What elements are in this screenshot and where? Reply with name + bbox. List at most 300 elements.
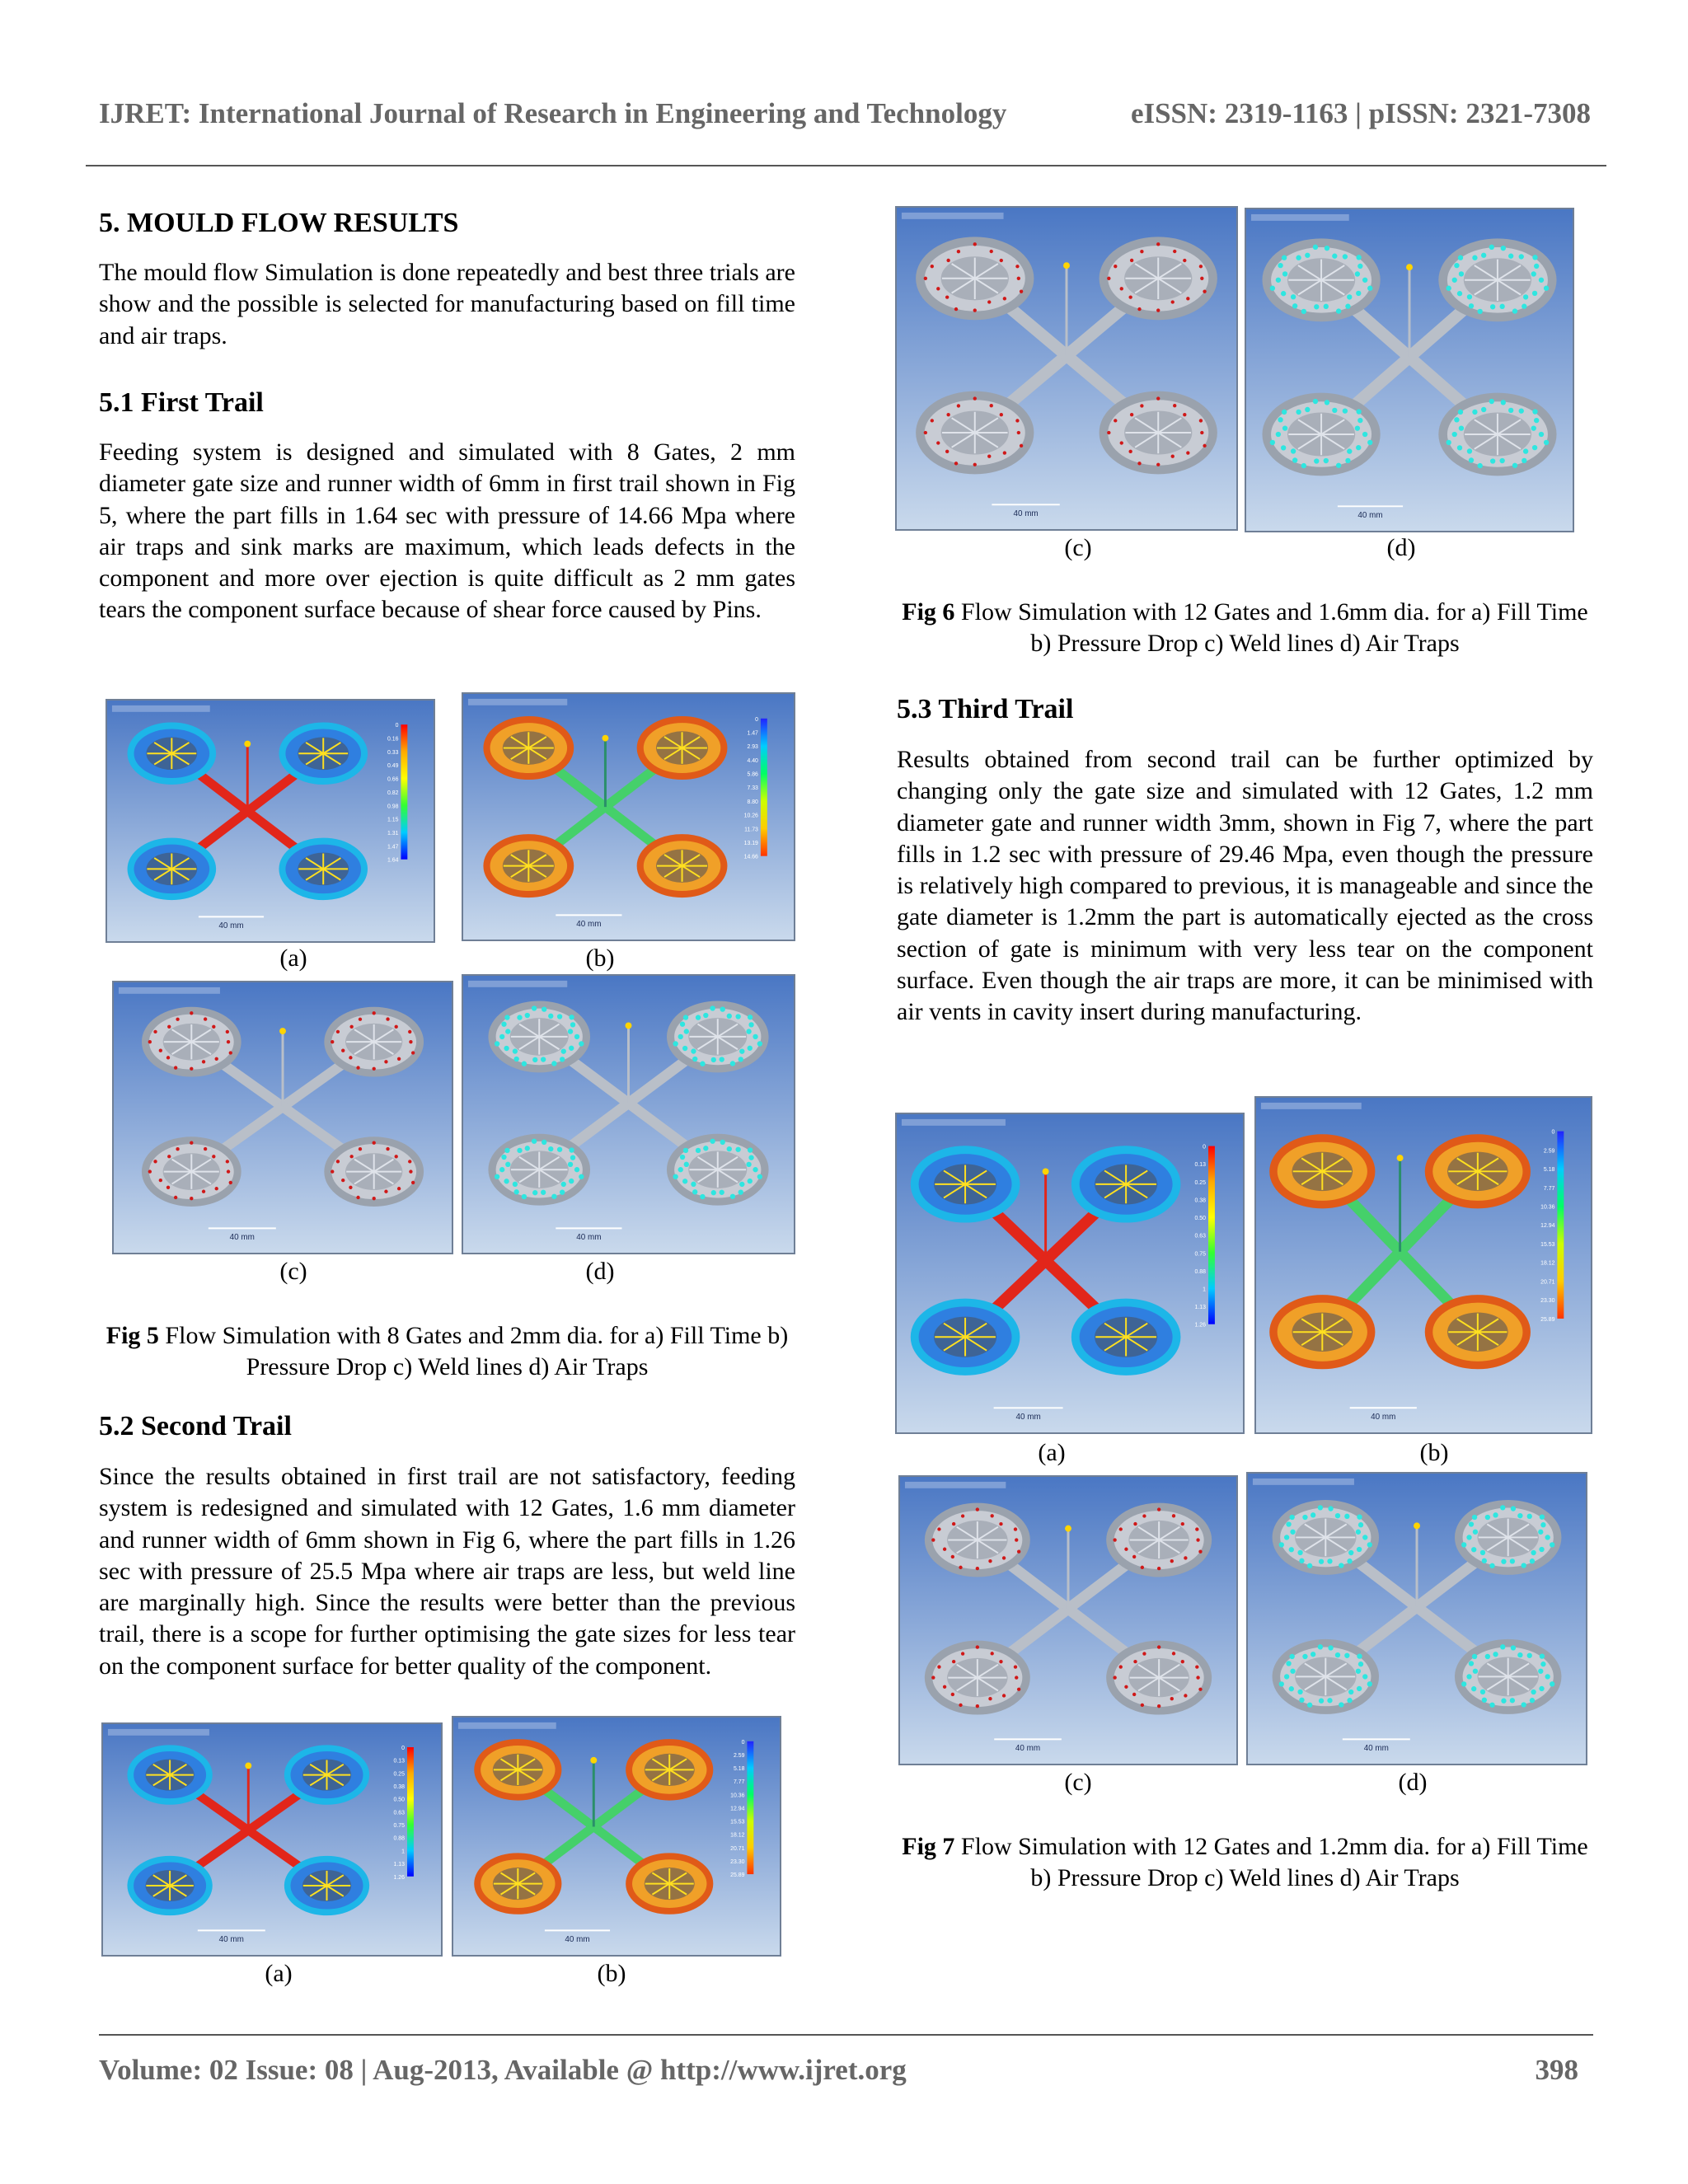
air-trap-mark <box>1523 294 1528 299</box>
air-trap-mark <box>1362 278 1367 283</box>
weld-line-mark <box>227 1169 230 1173</box>
air-trap-mark <box>557 1014 562 1019</box>
air-trap-mark <box>1357 418 1362 423</box>
legend-tick-label: 1.64 <box>387 857 399 864</box>
air-trap-mark <box>1534 418 1539 423</box>
air-trap-mark <box>1532 291 1537 296</box>
air-trap-mark <box>1527 1514 1532 1519</box>
weld-line-mark <box>976 1645 979 1648</box>
weld-line-mark <box>1000 259 1003 262</box>
weld-line-mark <box>167 1025 171 1029</box>
fig7a-label: (a) <box>1038 1439 1066 1466</box>
air-trap-mark <box>1461 1681 1466 1686</box>
air-trap-mark <box>569 1179 574 1183</box>
air-trap-mark <box>1356 445 1361 450</box>
weld-line-mark <box>1002 1694 1006 1697</box>
weld-line-mark <box>1128 450 1132 453</box>
fig6a-svg <box>103 1724 441 1955</box>
air-trap-mark <box>522 1062 527 1066</box>
air-trap-mark <box>757 1041 762 1046</box>
weld-line-mark <box>395 1025 398 1029</box>
sprue-gate-marker <box>1414 1522 1420 1529</box>
air-trap-mark <box>1489 399 1494 404</box>
weld-line-mark <box>973 396 977 400</box>
legend-tick-label: 0.25 <box>393 1771 406 1778</box>
weld-line-mark <box>148 1040 152 1043</box>
air-trap-mark <box>1356 409 1361 414</box>
running-footer <box>99 2054 1578 2087</box>
weld-line-mark <box>987 300 991 303</box>
air-trap-mark <box>1339 1563 1343 1568</box>
weld-line-mark <box>1133 1522 1137 1526</box>
air-trap-mark <box>551 1061 556 1066</box>
weld-line-mark <box>946 259 950 262</box>
legend-tick-label: 7.77 <box>733 1779 745 1786</box>
weld-line-mark <box>951 1693 954 1696</box>
legend-color-bar <box>401 724 407 860</box>
air-trap-mark <box>1319 1559 1324 1564</box>
air-trap-mark <box>711 1057 716 1062</box>
scale-bar-label: 40 mm <box>218 1935 244 1945</box>
weld-line-mark <box>1156 242 1160 246</box>
air-trap-mark <box>682 1046 687 1051</box>
legend-tick-label: 10.36 <box>730 1793 745 1799</box>
air-trap-mark <box>1357 1514 1362 1519</box>
air-trap-mark <box>495 1174 499 1179</box>
air-trap-mark <box>1501 400 1506 405</box>
weld-line-mark <box>202 1190 205 1193</box>
air-trap-mark <box>1284 1674 1289 1679</box>
air-trap-mark <box>1356 255 1361 260</box>
legend-tick-label: 0 <box>395 723 399 729</box>
weld-line-mark <box>1114 419 1117 422</box>
air-trap-mark <box>1457 445 1462 450</box>
legend-tick-label: 1 <box>401 1849 406 1855</box>
sim-title-bar <box>458 1722 556 1729</box>
air-trap-mark <box>1327 1558 1332 1563</box>
legend-tick-label: 23.30 <box>730 1858 745 1865</box>
weld-line-mark <box>359 1147 362 1151</box>
fig5d-label: (d) <box>585 1258 615 1285</box>
legend-tick-label: 20.71 <box>1540 1279 1555 1286</box>
sprue-gate-marker <box>602 735 608 742</box>
fig6-caption <box>897 597 1593 659</box>
fig7c-weld-lines-image <box>898 1475 1238 1765</box>
weld-line-mark <box>397 1187 401 1190</box>
air-trap-mark <box>1296 255 1301 260</box>
sim-title-bar <box>905 1482 1006 1488</box>
air-trap-mark <box>1472 410 1477 415</box>
air-trap-mark <box>1328 1645 1333 1650</box>
footer-rule <box>99 2034 1593 2036</box>
legend-tick-label: 0.88 <box>393 1835 406 1842</box>
weld-line-mark <box>395 1155 398 1158</box>
air-trap-mark <box>735 1014 740 1019</box>
weld-line-mark <box>961 1652 964 1655</box>
fig7b-label: (b) <box>1419 1439 1449 1466</box>
fig7-caption-label: Fig 7 <box>902 1833 955 1860</box>
weld-line-mark <box>991 1514 994 1517</box>
weld-line-mark <box>1107 431 1110 434</box>
air-trap-mark <box>532 1005 537 1010</box>
weld-line-mark <box>1000 413 1003 416</box>
legend-tick-label: 5.86 <box>747 771 758 778</box>
air-trap-mark <box>753 1167 757 1172</box>
weld-line-mark <box>1120 441 1123 444</box>
air-trap-mark <box>1482 1698 1487 1703</box>
air-trap-mark <box>1472 1654 1477 1659</box>
air-trap-mark <box>680 1022 685 1027</box>
air-trap-mark <box>1289 1686 1294 1691</box>
legend-tick-label: 2.59 <box>733 1752 745 1759</box>
legend-tick-label: 0.49 <box>387 763 399 770</box>
legend-tick-label: 11.73 <box>744 827 758 833</box>
air-trap-mark <box>501 1155 506 1160</box>
air-trap-mark <box>1469 303 1474 308</box>
weld-line-mark <box>411 1181 415 1184</box>
air-trap-mark <box>1301 309 1306 314</box>
legend-tick-label: 10.36 <box>1540 1204 1555 1211</box>
header-rule <box>86 165 1606 166</box>
air-trap-mark <box>1291 294 1296 299</box>
air-trap-mark <box>678 1167 683 1172</box>
scale-bar-label: 40 mm <box>576 1233 602 1243</box>
air-trap-mark <box>691 1182 696 1187</box>
weld-line-mark <box>176 1018 179 1021</box>
air-trap-mark <box>1517 1652 1522 1657</box>
air-trap-mark <box>1473 1530 1478 1535</box>
weld-line-mark <box>937 1665 940 1668</box>
air-trap-mark <box>551 1194 556 1199</box>
air-trap-mark <box>1332 254 1337 259</box>
legend-color-bar <box>747 1741 753 1874</box>
air-trap-mark <box>1519 408 1524 413</box>
air-trap-mark <box>579 1041 584 1046</box>
weld-line-mark <box>1137 462 1141 465</box>
air-trap-mark <box>700 1062 705 1066</box>
weld-line-mark <box>1170 1559 1174 1563</box>
air-trap-mark <box>1307 1703 1312 1708</box>
weld-line-mark <box>1203 289 1206 293</box>
air-trap-mark <box>1286 1521 1291 1526</box>
weld-line-mark <box>1020 444 1023 448</box>
weld-line-mark <box>1020 289 1023 293</box>
air-trap-mark <box>1466 1674 1471 1679</box>
weld-line-mark <box>166 1056 170 1059</box>
fig6b-svg <box>453 1718 780 1955</box>
legend-tick-label: 18.12 <box>1540 1260 1555 1267</box>
air-trap-mark <box>1511 1506 1516 1511</box>
fig7a-fill-time-image <box>895 1113 1245 1434</box>
legend-tick-label: 20.71 <box>730 1845 745 1852</box>
weld-line-mark <box>1181 1522 1184 1526</box>
section-5-3-heading: 5.3 Third Trail <box>897 694 1074 724</box>
air-trap-mark <box>692 1189 697 1194</box>
air-trap-mark <box>1517 1513 1522 1518</box>
air-trap-mark <box>684 1029 689 1033</box>
air-trap-mark <box>1289 1547 1294 1552</box>
air-trap-mark <box>1467 448 1472 453</box>
weld-line-mark <box>1184 1694 1187 1697</box>
air-trap-mark <box>1493 1652 1498 1657</box>
legend-color-bar <box>407 1747 414 1877</box>
weld-line-mark <box>973 242 977 246</box>
air-trap-mark <box>1347 1698 1352 1703</box>
legend-tick-label: 25.89 <box>730 1872 745 1879</box>
weld-line-mark <box>937 1527 940 1530</box>
air-trap-mark <box>1324 304 1329 309</box>
air-trap-mark <box>1531 425 1536 430</box>
weld-line-mark <box>384 1190 387 1193</box>
air-trap-mark <box>569 1046 574 1051</box>
air-trap-mark <box>1482 1558 1487 1563</box>
air-trap-mark <box>495 1041 499 1046</box>
weld-line-mark <box>1141 1566 1144 1569</box>
weld-line-mark <box>384 1060 387 1063</box>
weld-line-mark <box>1173 404 1176 407</box>
weld-line-mark <box>1203 444 1206 448</box>
air-trap-mark <box>574 1034 579 1039</box>
sprue-gate-marker <box>1043 1169 1049 1175</box>
legend-tick-label: 0.38 <box>1194 1197 1207 1204</box>
sprue-gate-marker <box>1397 1155 1404 1161</box>
legend-tick-label: 1.47 <box>747 730 758 737</box>
air-trap-mark <box>541 1190 546 1195</box>
air-trap-mark <box>1522 1702 1526 1707</box>
fig5c-weld-lines-image <box>112 981 453 1254</box>
air-trap-mark <box>1538 1530 1543 1535</box>
air-trap-mark <box>1527 1653 1532 1658</box>
air-trap-mark <box>1480 1550 1485 1555</box>
legend-tick-label: 0.50 <box>1194 1216 1207 1222</box>
air-trap-mark <box>1335 1513 1340 1518</box>
air-trap-mark <box>730 1194 735 1199</box>
air-trap-mark <box>1458 255 1463 260</box>
weld-line-mark <box>1172 1514 1175 1517</box>
weld-line-mark <box>1157 1567 1160 1570</box>
air-trap-mark <box>1473 1669 1478 1674</box>
air-trap-mark <box>1447 440 1451 445</box>
weld-line-mark <box>945 295 949 298</box>
section-5-3-paragraph: Results obtained from second trail can be further optimized by changing only the gate size and simulated with 12 Gates, 1.2 mm diameter gate and runner width 3mm, shown in Fig 7, where the part fills in 1.2 sec with pressure of 29.46 Mpa, even though the pressure is relatively high compared to previous, it is manageable and since the gate diameter is 1.2mm the part is automatically ejected as the cross section of gate is minimum with very less tear on the component surface. Even though the air traps are more, it can be minimised with air vents in cavity insert during manufacturing. <box>897 746 1593 1026</box>
air-trap-mark <box>1539 432 1544 437</box>
air-trap-mark <box>1328 1506 1333 1511</box>
air-trap-mark <box>1290 1515 1295 1520</box>
air-trap-mark <box>1530 1558 1535 1563</box>
scale-bar-label: 40 mm <box>1013 509 1039 519</box>
fig5b-label: (b) <box>585 944 615 972</box>
fig6-caption-label: Fig 6 <box>902 598 955 626</box>
weld-line-mark <box>1130 259 1133 262</box>
air-trap-mark <box>1469 1521 1474 1526</box>
legend-tick-label: 14.66 <box>743 854 758 860</box>
air-trap-mark <box>1348 1690 1353 1694</box>
legend-tick-label: 0.75 <box>393 1823 406 1830</box>
weld-line-mark <box>1003 451 1006 454</box>
air-trap-mark <box>1501 1699 1506 1704</box>
legend-tick-label: 0.82 <box>387 790 399 796</box>
air-trap-mark <box>1345 304 1350 309</box>
air-trap-mark <box>1540 1653 1545 1658</box>
air-trap-mark <box>1508 254 1513 259</box>
air-trap-mark <box>748 1015 753 1019</box>
air-trap-mark <box>1318 1644 1323 1649</box>
weld-line-mark <box>1140 250 1143 253</box>
air-trap-mark <box>1314 304 1319 309</box>
air-trap-mark <box>1276 432 1281 437</box>
weld-line-mark <box>1186 297 1189 300</box>
weld-line-mark <box>212 1025 215 1029</box>
legend-tick-label: 0.98 <box>387 804 399 810</box>
weld-line-mark <box>1017 431 1020 434</box>
air-trap-mark <box>1512 463 1517 468</box>
air-trap-mark <box>569 1015 574 1019</box>
air-trap-mark <box>1532 445 1537 450</box>
sim-title-bar <box>1261 1103 1362 1109</box>
weld-line-mark <box>336 1030 340 1033</box>
fig5b-pressure-drop-image <box>462 692 795 941</box>
air-trap-mark <box>1282 410 1287 415</box>
weld-line-mark <box>1130 413 1133 416</box>
weld-line-mark <box>1198 1550 1202 1554</box>
weld-line-mark <box>945 450 949 453</box>
weld-line-mark <box>1124 1548 1128 1551</box>
weld-line-mark <box>153 1030 157 1033</box>
air-trap-mark <box>504 1015 509 1019</box>
air-trap-mark <box>1490 458 1495 463</box>
air-trap-mark <box>1522 458 1526 463</box>
section-5-paragraph: The mould flow Simulation is done repeatedly and best three trials are show and the possible is selected for manufacturing based on fill time and air traps. <box>99 259 795 349</box>
sim-title-bar <box>112 705 210 712</box>
air-trap-mark <box>1511 1645 1516 1650</box>
weld-line-mark <box>973 308 977 312</box>
fig6d-label: (d) <box>1386 534 1416 561</box>
weld-line-mark <box>349 1056 352 1059</box>
air-trap-mark <box>1480 1690 1485 1694</box>
air-trap-mark <box>1532 409 1537 414</box>
air-trap-mark <box>680 1155 685 1160</box>
fig6c-weld-lines-image <box>895 206 1238 531</box>
air-trap-mark <box>753 1034 757 1039</box>
air-trap-mark <box>1355 425 1360 430</box>
air-trap-mark <box>1539 1547 1544 1552</box>
weld-line-mark <box>408 1030 411 1033</box>
air-trap-mark <box>1332 408 1337 413</box>
air-trap-mark <box>757 1174 762 1179</box>
air-trap-mark <box>525 1013 530 1018</box>
air-trap-mark <box>1357 264 1362 269</box>
air-trap-mark <box>499 1167 504 1172</box>
legend-tick-label: 25.89 <box>1540 1316 1555 1323</box>
air-trap-mark <box>1356 291 1361 296</box>
legend-tick-label: 4.40 <box>747 757 758 764</box>
air-trap-mark <box>1466 1535 1471 1540</box>
air-trap-mark <box>1471 1547 1476 1552</box>
legend-color-bar <box>1557 1132 1564 1319</box>
weld-line-mark <box>999 1660 1002 1663</box>
weld-line-mark <box>1132 1693 1136 1696</box>
air-trap-mark <box>1532 255 1537 260</box>
weld-line-mark <box>1128 295 1132 298</box>
weld-line-mark <box>176 1147 179 1151</box>
fig6c-svg <box>897 208 1236 529</box>
weld-line-mark <box>1003 297 1006 300</box>
air-trap-mark <box>541 1057 546 1062</box>
air-trap-mark <box>1545 1674 1550 1679</box>
weld-line-mark <box>1156 463 1160 466</box>
weld-line-mark <box>1124 1685 1128 1689</box>
air-trap-mark <box>739 1049 744 1054</box>
air-trap-mark <box>561 1049 566 1054</box>
air-trap-mark <box>1452 432 1457 437</box>
legend-tick-label: 0 <box>741 1739 745 1746</box>
air-trap-mark <box>1501 1559 1506 1564</box>
air-trap-mark <box>1481 253 1486 258</box>
weld-line-mark <box>148 1169 152 1173</box>
air-trap-mark <box>1362 1674 1367 1679</box>
air-trap-mark <box>532 1057 537 1062</box>
legend-tick-label: 10.26 <box>743 813 758 819</box>
air-trap-mark <box>1355 271 1360 276</box>
weld-line-mark <box>1014 1665 1017 1668</box>
legend-tick-label: 0.38 <box>393 1784 406 1790</box>
air-trap-mark <box>710 1005 715 1010</box>
air-trap-mark <box>1336 308 1341 313</box>
air-trap-mark <box>1311 1512 1315 1517</box>
air-trap-mark <box>1279 1681 1284 1686</box>
air-trap-mark <box>1461 1542 1466 1547</box>
air-trap-mark <box>1493 1512 1498 1517</box>
fig6a-fill-time-image <box>101 1722 443 1957</box>
journal-title: IJRET: International Journal of Research in Engineering and Technology <box>99 97 1007 129</box>
air-trap-mark <box>748 1022 753 1027</box>
fig6b-pressure-drop-image <box>452 1716 781 1957</box>
air-trap-mark <box>1531 271 1536 276</box>
air-trap-mark <box>730 1061 735 1066</box>
weld-line-mark <box>1132 1555 1136 1558</box>
weld-line-mark <box>331 1169 334 1173</box>
weld-line-mark <box>356 1196 359 1199</box>
section-5-2-paragraph: Since the results obtained in first trail are not satisfactory, feeding system is redesigned and simulated with 12 Gates, 1.6 mm diameter and runner width of 6mm shown in Fig 6, where the part fills in 1.26 sec with pressure of 25.5 Mpa where air traps are less, but weld line are marginally high. Since the results were better than the previous trail, there is a scope for further optimising the gate sizes for less tear on the component surface for better quality of the component. <box>99 1463 795 1680</box>
legend-tick-label: 0.63 <box>1194 1233 1207 1240</box>
air-trap-mark <box>1299 1558 1304 1563</box>
legend-tick-label: 7.33 <box>747 785 758 792</box>
fig6c-label: (c) <box>1064 534 1092 561</box>
air-trap-mark <box>1478 463 1483 468</box>
weld-line-mark <box>190 1197 193 1200</box>
legend-tick-label: 0 <box>1203 1144 1207 1151</box>
fig5c-label: (c) <box>279 1258 307 1285</box>
sim-title-bar <box>1251 214 1349 221</box>
air-trap-mark <box>1367 1542 1372 1547</box>
legend-tick-label: 1.31 <box>387 830 399 837</box>
air-trap-mark <box>561 1182 566 1187</box>
air-trap-mark <box>1534 264 1539 269</box>
weld-line-mark <box>1017 1688 1020 1691</box>
fig5b-svg <box>463 694 794 940</box>
weld-line-mark <box>341 1049 345 1052</box>
weld-line-mark <box>959 1704 962 1707</box>
air-trap-mark <box>1540 1661 1545 1666</box>
weld-line-mark <box>1156 308 1160 312</box>
weld-line-mark <box>215 1187 218 1190</box>
air-trap-mark <box>1512 308 1517 313</box>
air-trap-mark <box>1282 271 1287 276</box>
air-trap-mark <box>1305 253 1310 258</box>
air-trap-mark <box>1281 291 1286 296</box>
air-trap-mark <box>514 1057 519 1062</box>
air-trap-mark <box>1478 309 1483 314</box>
